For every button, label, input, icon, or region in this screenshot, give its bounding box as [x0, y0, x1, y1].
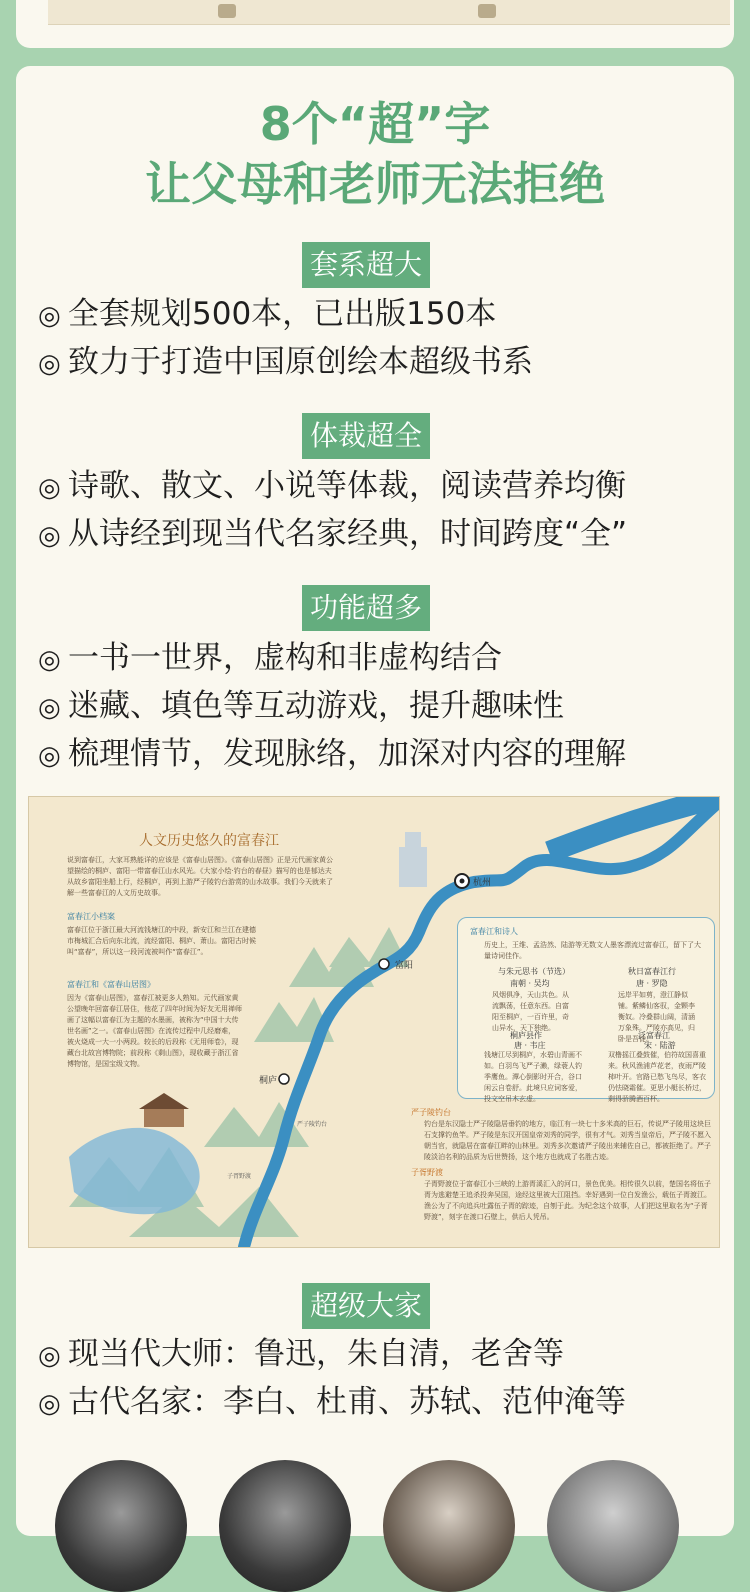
list-item-text: 现当代大师：鲁迅，朱自清，老舍等 [68, 1336, 564, 1372]
label-diaotai: 严子陵钓台 [297, 1121, 328, 1128]
poem-title: 泛富春江 [638, 1031, 670, 1040]
list-item [38, 638, 502, 680]
bullet-icon: ◎ [38, 473, 61, 503]
headline-line2: 让父母和老师无法拒绝 [145, 157, 605, 211]
tag-genre: 体裁超全 [302, 413, 430, 459]
city-hangzhou: 杭州 [473, 878, 492, 888]
map-heading-painting: 富春江和《富春山居图》 [67, 980, 155, 989]
city-tonglu: 桐庐 [259, 1076, 278, 1086]
tag-function: 功能超多 [302, 585, 430, 631]
poem-text: 远岸平如剪，澄江静似铺。紫鳞仙客驭，金颗李衡奴。冷叠群山阔，清涵万象殊。严陵亦高见，归卧是吾徒。 [618, 991, 695, 1043]
poets-box-title: 富春江和诗人 [470, 927, 518, 936]
fuchun-river-map [28, 796, 720, 1248]
list-item [38, 1334, 564, 1376]
list-item [38, 294, 496, 336]
top-card [16, 0, 734, 48]
list-item [38, 514, 627, 556]
author-portrait-photo [219, 1460, 351, 1592]
bullet-icon: ◎ [38, 1389, 61, 1419]
map-zixu-text: 子胥野渡位于富春江小三峡的上游胥溪汇入的河口，景色优美。相传很久以前，楚国名将伍子胥为逃避楚王追杀投奔吴国，途经这里被大江阻挡。幸好遇到一位白发渔公，载伍子胥渡江。渔公为了不向追兵吐露伍子胥的踪迹，自刎于此。为纪念这个故事，人们把这里取名为“子胥野渡”，刻字在渡口石壁上，供后人凭吊。 [424, 1180, 711, 1221]
list-item-text: 古代名家：李白、杜甫、苏轼、范仲淹等 [68, 1384, 626, 1420]
list-item-text: 致力于打造中国原创绘本超级书系 [68, 344, 533, 380]
map-heading-zixu: 子胥野渡 [411, 1168, 443, 1177]
author-portrait-photo [383, 1460, 515, 1592]
list-item-text: 迷藏、填色等互动游戏，提升趣味性 [68, 688, 564, 724]
top-image-strip [48, 0, 730, 25]
strip-decoration [218, 4, 236, 18]
poem-author: 南朝 · 吴均 [510, 979, 550, 988]
poem-title: 与朱元思书（节选） [498, 967, 570, 976]
city-fuyang: 富阳 [395, 961, 414, 971]
poem-title: 桐庐县作 [510, 1031, 542, 1040]
map-profile-text: 富春江位于浙江最大河流钱塘江的中段，新安江和兰江在建德市梅城汇合后向东北流，流经富阳、桐庐、萧山。富阳古时候叫“富春”，所以这一段河流被叫作“富春江”。 [67, 926, 256, 956]
poem-text: 双橹摇江叠鼓催，伯符故国喜重来。秋风渔浦芦花老，夜雨严陵柿叶开。官路已愁飞鸟尽，客衣仍怯晓霜催。更思小艇长桥过，剩得骄腾酒百杯。 [608, 1051, 706, 1103]
bullet-icon: ◎ [38, 1341, 61, 1371]
map-painting-text: 因为《富春山居图》，富春江被更多人熟知。元代画家黄公望晚年回富春江居住，他花了四年时间为好友无用禅师画了这幅以富春江为主题的水墨画，被称为“中国十大传世名画”之一。《富春山居图》在流传过程中几经磨难，被火烧成一大一小两段。较长的后段称《无用师卷》，现藏台北故宫博物院；前段称《剩山图》，现收藏于浙江省博物馆，是国宝级文物。 [67, 994, 242, 1068]
list-item [38, 342, 533, 384]
map-intro: 说到富春江，大家耳熟能详的应该是《富春山居图》。《富春山居图》正是元代画家黄公望描绘的桐庐、富阳一带富春江山水风光。《大家小绘·钓台的春昼》描写的也是郁达夫从故乡富阳坐船上行，经桐庐，再到上游严子陵钓台游赏的山水故事。我们今天就来了解一些富春江的人文历史故事。 [67, 856, 333, 897]
map-heading-profile: 富春江小档案 [67, 912, 115, 921]
bullet-icon: ◎ [38, 301, 61, 331]
tag-set-size: 套系超大 [302, 242, 430, 288]
poem-text: 风烟俱净，天山共色。从流飘荡，任意东西。自富阳至桐庐，一百许里，奇山异水，天下独绝。 [492, 991, 569, 1032]
headline-line1: 8个“超”字 [259, 97, 491, 151]
list-item-text: 梳理情节，发现脉络，加深对内容的理解 [68, 736, 626, 772]
map-heading-diaotai: 严子陵钓台 [411, 1108, 451, 1117]
list-item [38, 734, 626, 776]
poem-text: 钱塘江尽到桐庐，水碧山青画不如。白羽鸟飞严子濑，绿蓑人钓季鹰鱼。潭心倒影时开合，谷口闲云自卷舒。此境只应词客爱，投文空吊木玄虚。 [484, 1051, 582, 1103]
poets-box-intro: 历史上，王维、孟浩然、陆游等无数文人墨客漂流过富春江，留下了大量诗词佳作。 [484, 941, 701, 960]
list-item [38, 466, 626, 508]
bullet-icon: ◎ [38, 521, 61, 551]
poem-author: 唐 · 罗隐 [636, 979, 668, 988]
tag-masters: 超级大家 [302, 1283, 430, 1329]
map-title: 人文历史悠久的富春江 [139, 833, 279, 849]
poem-title: 秋日富春江行 [628, 967, 676, 976]
list-item-text: 诗歌、散文、小说等体裁，阅读营养均衡 [68, 468, 626, 504]
list-item-text: 从诗经到现当代名家经典，时间跨度“全” [68, 516, 628, 552]
author-portrait-photo [55, 1460, 187, 1592]
list-item [38, 1382, 626, 1424]
list-item-text: 全套规划500本，已出版150本 [68, 296, 497, 332]
list-item-text: 一书一世界，虚构和非虚构结合 [68, 640, 502, 676]
poem-author: 唐 · 韦庄 [514, 1041, 546, 1050]
list-item [38, 686, 564, 728]
bullet-icon: ◎ [38, 645, 61, 675]
author-portrait-photo [547, 1460, 679, 1592]
bullet-icon: ◎ [38, 693, 61, 723]
author-portraits [0, 1460, 750, 1523]
poem-author: 宋 · 陆游 [644, 1041, 676, 1050]
bullet-icon: ◎ [38, 349, 61, 379]
poets-box [457, 917, 715, 1103]
strip-decoration [478, 4, 496, 18]
bullet-icon: ◎ [38, 741, 61, 771]
label-zixu: 子胥野渡 [227, 1173, 252, 1180]
map-diaotai-text: 钓台是东汉隐士严子陵隐居垂钓的地方，临江有一块七十多米高的巨石，传说严子陵用这块巨石支撑钓鱼竿。严子陵是东汉开国皇帝刘秀的同学，很有才气。刘秀当皇帝后，严子陵不愿入朝当官，就隐居在富春江畔的山林里。刘秀多次邀请严子陵出来辅佐自己，都被拒绝了。严子陵淡泊名利的品质为后世赞扬，这个地方也就成了名胜古迹。 [424, 1120, 711, 1161]
